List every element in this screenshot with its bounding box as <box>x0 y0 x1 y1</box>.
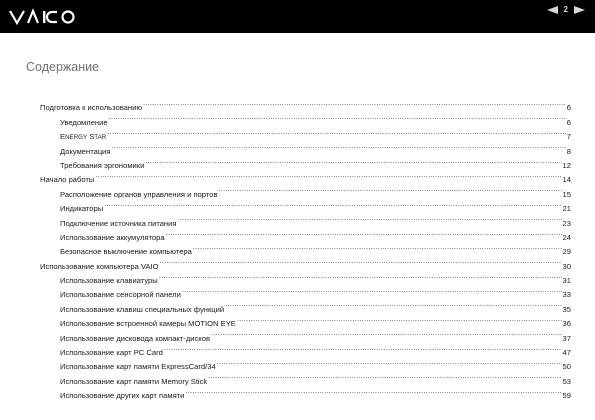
toc-entry-label: Начало работы <box>40 175 95 185</box>
toc-entry-page-number: 31 <box>562 276 571 286</box>
toc-entry-page-number: 33 <box>562 290 571 300</box>
toc-dot-leader <box>109 110 566 124</box>
toc-entry-label: Подключение источника питания <box>60 218 177 228</box>
toc-entry-label: Подготовка к использованию <box>40 103 143 113</box>
toc-entry-label: Использование клавиш специальных функций <box>60 304 225 314</box>
toc-subsection-entry[interactable] <box>40 211 571 228</box>
toc-entry-label: Использование аккумулятора <box>60 232 165 242</box>
page-navigation <box>547 5 585 15</box>
toc-entry-label: ENERGY STAR <box>60 132 107 142</box>
header-bar <box>0 0 595 33</box>
next-page-arrow-icon[interactable] <box>574 6 585 14</box>
toc-dot-leader <box>112 139 566 153</box>
toc-entry-page-number: 6 <box>566 103 571 113</box>
toc-entry-page-number: 59 <box>562 391 571 401</box>
toc-entry-label: Документация <box>60 146 111 156</box>
toc-entry-page-number: 53 <box>562 376 571 386</box>
toc-entry-page-number: 50 <box>562 362 571 372</box>
toc-dot-leader <box>104 197 561 211</box>
toc-entry-page-number: 15 <box>562 189 571 199</box>
toc-entry-label: Уведомление <box>60 117 108 127</box>
toc-entry-page-number: 21 <box>562 204 571 214</box>
toc-entry-page-number: 29 <box>562 247 571 257</box>
toc-entry-label: Использование карт памяти Memory Stick <box>60 376 208 386</box>
toc-dot-leader <box>225 297 561 311</box>
toc-dot-leader <box>193 240 562 254</box>
toc-dot-leader <box>217 355 562 369</box>
toc-entry-page-number: 37 <box>562 333 571 343</box>
toc-subsection-entry[interactable] <box>40 139 571 156</box>
toc-dot-leader <box>107 125 566 139</box>
toc-dot-leader <box>160 254 562 268</box>
page-number: 2 <box>563 5 568 14</box>
toc-entry-label: Использование дисковода компакт-дисков <box>60 333 210 343</box>
toc-dot-leader <box>145 154 561 168</box>
vaio-logo <box>8 8 78 26</box>
toc-dot-leader <box>208 369 561 383</box>
table-of-contents <box>40 96 571 401</box>
toc-entry-label: Использование карт PC Card <box>60 348 163 358</box>
toc-entry-page-number: 36 <box>562 319 571 329</box>
toc-subsection-entry[interactable] <box>40 154 571 168</box>
toc-entry-page-number: 23 <box>562 218 571 228</box>
toc-entry-page-number: 12 <box>562 160 571 170</box>
toc-section-entry[interactable] <box>40 168 571 185</box>
toc-entry-label: Использование карт памяти ExpressCard/34 <box>60 362 216 372</box>
toc-dot-leader <box>95 168 561 182</box>
toc-entry-page-number: 24 <box>562 232 571 242</box>
toc-entry-label: Использование клавиатуры <box>60 276 158 286</box>
toc-dot-leader <box>185 384 561 398</box>
toc-entry-label: Расположение органов управления и портов <box>60 189 218 199</box>
toc-entry-label: Индикаторы <box>60 204 104 214</box>
toc-subsection-entry[interactable] <box>40 125 571 142</box>
toc-entry-page-number: 14 <box>562 175 571 185</box>
previous-page-arrow-icon[interactable] <box>547 6 558 14</box>
toc-subsection-entry[interactable] <box>40 182 571 199</box>
page-title: Содержание <box>26 60 100 74</box>
toc-entry-label: Использование встроенной камеры MOTION EYE <box>60 319 236 329</box>
toc-dot-leader <box>164 341 562 355</box>
toc-subsection-entry[interactable] <box>40 110 571 127</box>
toc-entry-label: Использование других карт памяти <box>60 391 185 401</box>
toc-entry-page-number: 6 <box>566 117 571 127</box>
toc-entry-label: Использование компьютера VAIO <box>40 261 159 271</box>
toc-section-entry[interactable] <box>40 96 571 113</box>
toc-entry-label: Безопасное выключение компьютера <box>60 247 192 257</box>
toc-dot-leader <box>211 326 562 340</box>
toc-entry-page-number: 8 <box>566 146 571 156</box>
toc-dot-leader <box>237 312 562 326</box>
toc-dot-leader <box>166 226 562 240</box>
toc-dot-leader <box>218 182 561 196</box>
toc-entry-label: Использование сенсорной панели <box>60 290 181 300</box>
toc-entry-page-number: 7 <box>566 132 571 142</box>
toc-entry-page-number: 30 <box>562 261 571 271</box>
toc-dot-leader <box>143 96 566 110</box>
toc-dot-leader <box>182 283 562 297</box>
toc-subsection-entry[interactable] <box>40 197 571 214</box>
toc-entry-page-number: 35 <box>562 304 571 314</box>
toc-entry-label: Требования эргономики <box>60 160 145 170</box>
toc-entry-page-number: 47 <box>562 348 571 358</box>
toc-dot-leader <box>159 269 562 283</box>
toc-dot-leader <box>177 211 561 225</box>
